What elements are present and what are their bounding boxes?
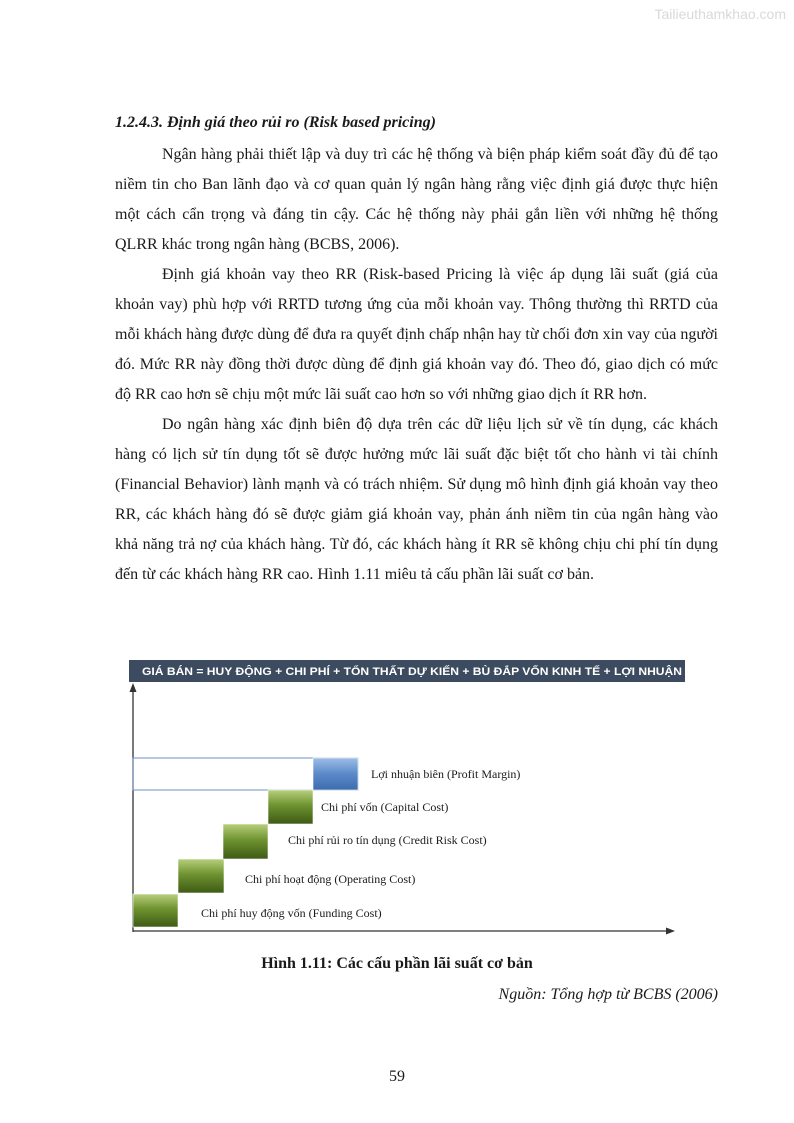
step-block-5 [313, 758, 358, 790]
step-block-2 [178, 859, 224, 893]
section-heading: 1.2.4.3. Định giá theo rủi ro (Risk based pricing) [115, 114, 436, 131]
cost-steps [133, 758, 520, 927]
step-label-5: Lợi nhuận biên (Profit Margin) [371, 767, 521, 781]
step-label-3: Chi phí rủi ro tín dụng (Credit Risk Cost) [288, 833, 487, 847]
paragraph-3: Do ngân hàng xác định biên độ dựa trên các dữ liệu lịch sử về tín dụng, các khách hàng có lịch sử tín dụng tốt sẽ được hưởng mức lãi suất đặc biệt tốt cho hành vi tài chính (Financial Behavior) lành mạnh và có trách nhiệm. Sử dụng mô hình định giá khoản vay theo RR, các khách hàng đó sẽ được giảm giá khoản vay, phản ánh niềm tin của ngân hàng vào khả năng trả nợ của khách hàng. Từ đó, các khách hàng ít RR sẽ không chịu chi phí tín dụng đến từ các khách hàng RR cao. Hình 1.11 miêu tả cấu phần lãi suất cơ bản. [115, 416, 718, 583]
interest-rate-components-figure [125, 650, 685, 940]
figure-caption: Hình 1.11: Các cấu phần lãi suất cơ bản [261, 955, 533, 972]
figure-diagram [125, 650, 685, 940]
watermark: Tailieuthamkhao.com [654, 6, 786, 22]
step-block-1 [133, 894, 178, 927]
figure-source: Nguồn: Tổng hợp từ BCBS (2006) [498, 986, 718, 1003]
step-block-4 [268, 790, 313, 824]
paragraph-1: Ngân hàng phải thiết lập và duy trì các hệ thống và biện pháp kiểm soát đầy đủ để tạo niềm tin cho Ban lãnh đạo và cơ quan quản lý ngân hàng rằng việc định giá được thực hiện một cách cẩn trọng và đáng tin cậy. Các hệ thống này phải gắn liền với những hệ thống QLRR khác trong ngân hàng (BCBS, 2006). [115, 146, 718, 253]
step-label-4: Chi phí vốn (Capital Cost) [321, 800, 449, 814]
step-block-3 [223, 824, 268, 859]
y-axis-arrow [130, 683, 137, 692]
step-label-2: Chi phí hoạt động (Operating Cost) [245, 872, 416, 886]
body-text [115, 140, 718, 590]
paragraph-2: Định giá khoản vay theo RR (Risk-based Pricing là việc áp dụng lãi suất (giá của khoản vay) phù hợp với RRTD tương ứng của mỗi khoản vay. Thông thường thì RRTD của mỗi khách hàng được dùng để đưa ra quyết định chấp nhận hay từ chối đơn xin vay của người đó. Mức RR này đồng thời được dùng để định giá khoản vay đó. Theo đó, giao dịch có mức độ RR cao hơn sẽ chịu một mức lãi suất cao hơn so với những giao dịch ít RR hơn. [115, 266, 718, 403]
step-label-1: Chi phí huy động vốn (Funding Cost) [201, 906, 382, 920]
formula-banner-text: GIÁ BÁN = HUY ĐỘNG + CHI PHÍ + TỔN THẤT DỰ KIẾN + BÙ ĐẮP VỐN KINH TẾ + LỢI NHUẬN [142, 666, 634, 678]
x-axis-arrow [666, 928, 675, 935]
page-number: 59 [389, 1068, 405, 1085]
